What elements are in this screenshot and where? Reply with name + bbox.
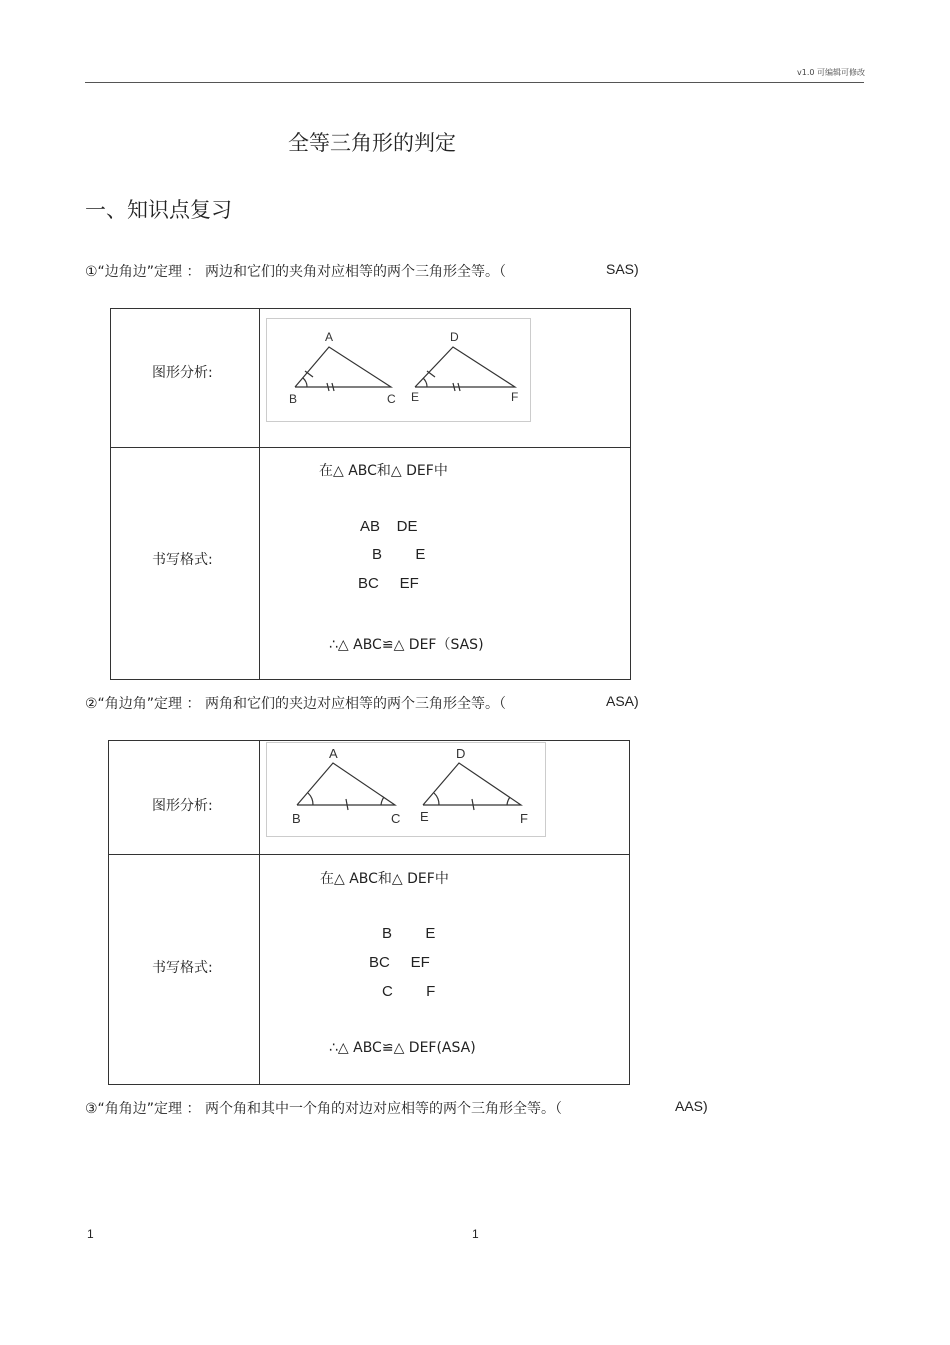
label-a: A [329, 746, 338, 761]
label-e: E [411, 390, 420, 404]
theorem-aas-abbr: AAS) [675, 1098, 708, 1114]
theorem-asa-abbr: ASA) [606, 693, 639, 709]
sas-proof-line-2: B E [372, 546, 426, 563]
triangle-def [415, 347, 515, 387]
sas-figure-label: 图形分析: [152, 365, 213, 381]
sas-table-col-divider [259, 308, 260, 680]
theorem-sas-text: ①“边角边”定理 ： 两边和它们的夹角对应相等的两个三角形全等。（ [85, 264, 506, 280]
triangle-abc [295, 347, 391, 387]
theorem-aas-text: ③“角角边”定理 ： 两个角和其中一个角的对边对应相等的两个三角形全等。（ [85, 1101, 562, 1117]
sas-proof-conclusion: ∴△ ABC≌△ DEF（SAS) [329, 637, 484, 653]
asa-format-label: 书写格式: [152, 960, 213, 976]
header-version-text: v1.0 可编辑可修改 [797, 68, 865, 77]
label-e: E [420, 809, 429, 824]
label-a: A [325, 330, 334, 344]
asa-proof-line-2: BC EF [369, 954, 430, 971]
theorem-sas-abbr: SAS) [606, 261, 639, 277]
label-b: B [289, 392, 298, 406]
label-f: F [520, 811, 528, 826]
footer-page-number-center: 1 [472, 1227, 479, 1241]
angle-mark-e [423, 378, 427, 387]
tick-de [427, 371, 435, 377]
angle-mark-f [507, 797, 510, 805]
asa-table-col-divider [259, 740, 260, 1085]
theorem-asa-text: ②“角边角”定理 ： 两角和它们的夹边对应相等的两个三角形全等。（ [85, 696, 506, 712]
asa-figure-label: 图形分析: [152, 798, 213, 814]
section-heading: 一、知识点复习 [85, 198, 232, 222]
sas-proof-line-3: BC EF [358, 575, 419, 592]
header-divider [85, 82, 864, 83]
label-b: B [292, 811, 301, 826]
asa-triangles-diagram [267, 743, 545, 836]
label-d: D [450, 330, 459, 344]
label-f: F [511, 390, 519, 404]
angle-mark-e [434, 793, 439, 805]
sas-figure [266, 318, 531, 422]
asa-proof-intro: 在△ ABC和△ DEF中 [320, 871, 449, 887]
angle-mark-c [381, 797, 384, 805]
asa-proof-conclusion: ∴△ ABC≌△ DEF(ASA) [329, 1040, 476, 1056]
sas-triangles-diagram [267, 319, 530, 421]
label-c: C [391, 811, 401, 826]
angle-mark-b [303, 378, 307, 387]
sas-proof-intro: 在△ ABC和△ DEF中 [319, 463, 448, 479]
page-title: 全等三角形的判定 [288, 131, 456, 155]
sas-format-label: 书写格式: [152, 552, 213, 568]
label-d: D [456, 746, 466, 761]
label-c: C [387, 392, 396, 406]
asa-table-row-divider [108, 854, 630, 855]
asa-proof-line-1: B E [382, 925, 436, 942]
asa-proof-line-3: C F [382, 983, 436, 1000]
angle-mark-b [308, 793, 313, 805]
footer-page-number-left: 1 [87, 1227, 94, 1241]
sas-proof-line-1: AB DE [360, 518, 418, 535]
asa-figure [266, 742, 546, 837]
sas-table-row-divider [110, 447, 631, 448]
